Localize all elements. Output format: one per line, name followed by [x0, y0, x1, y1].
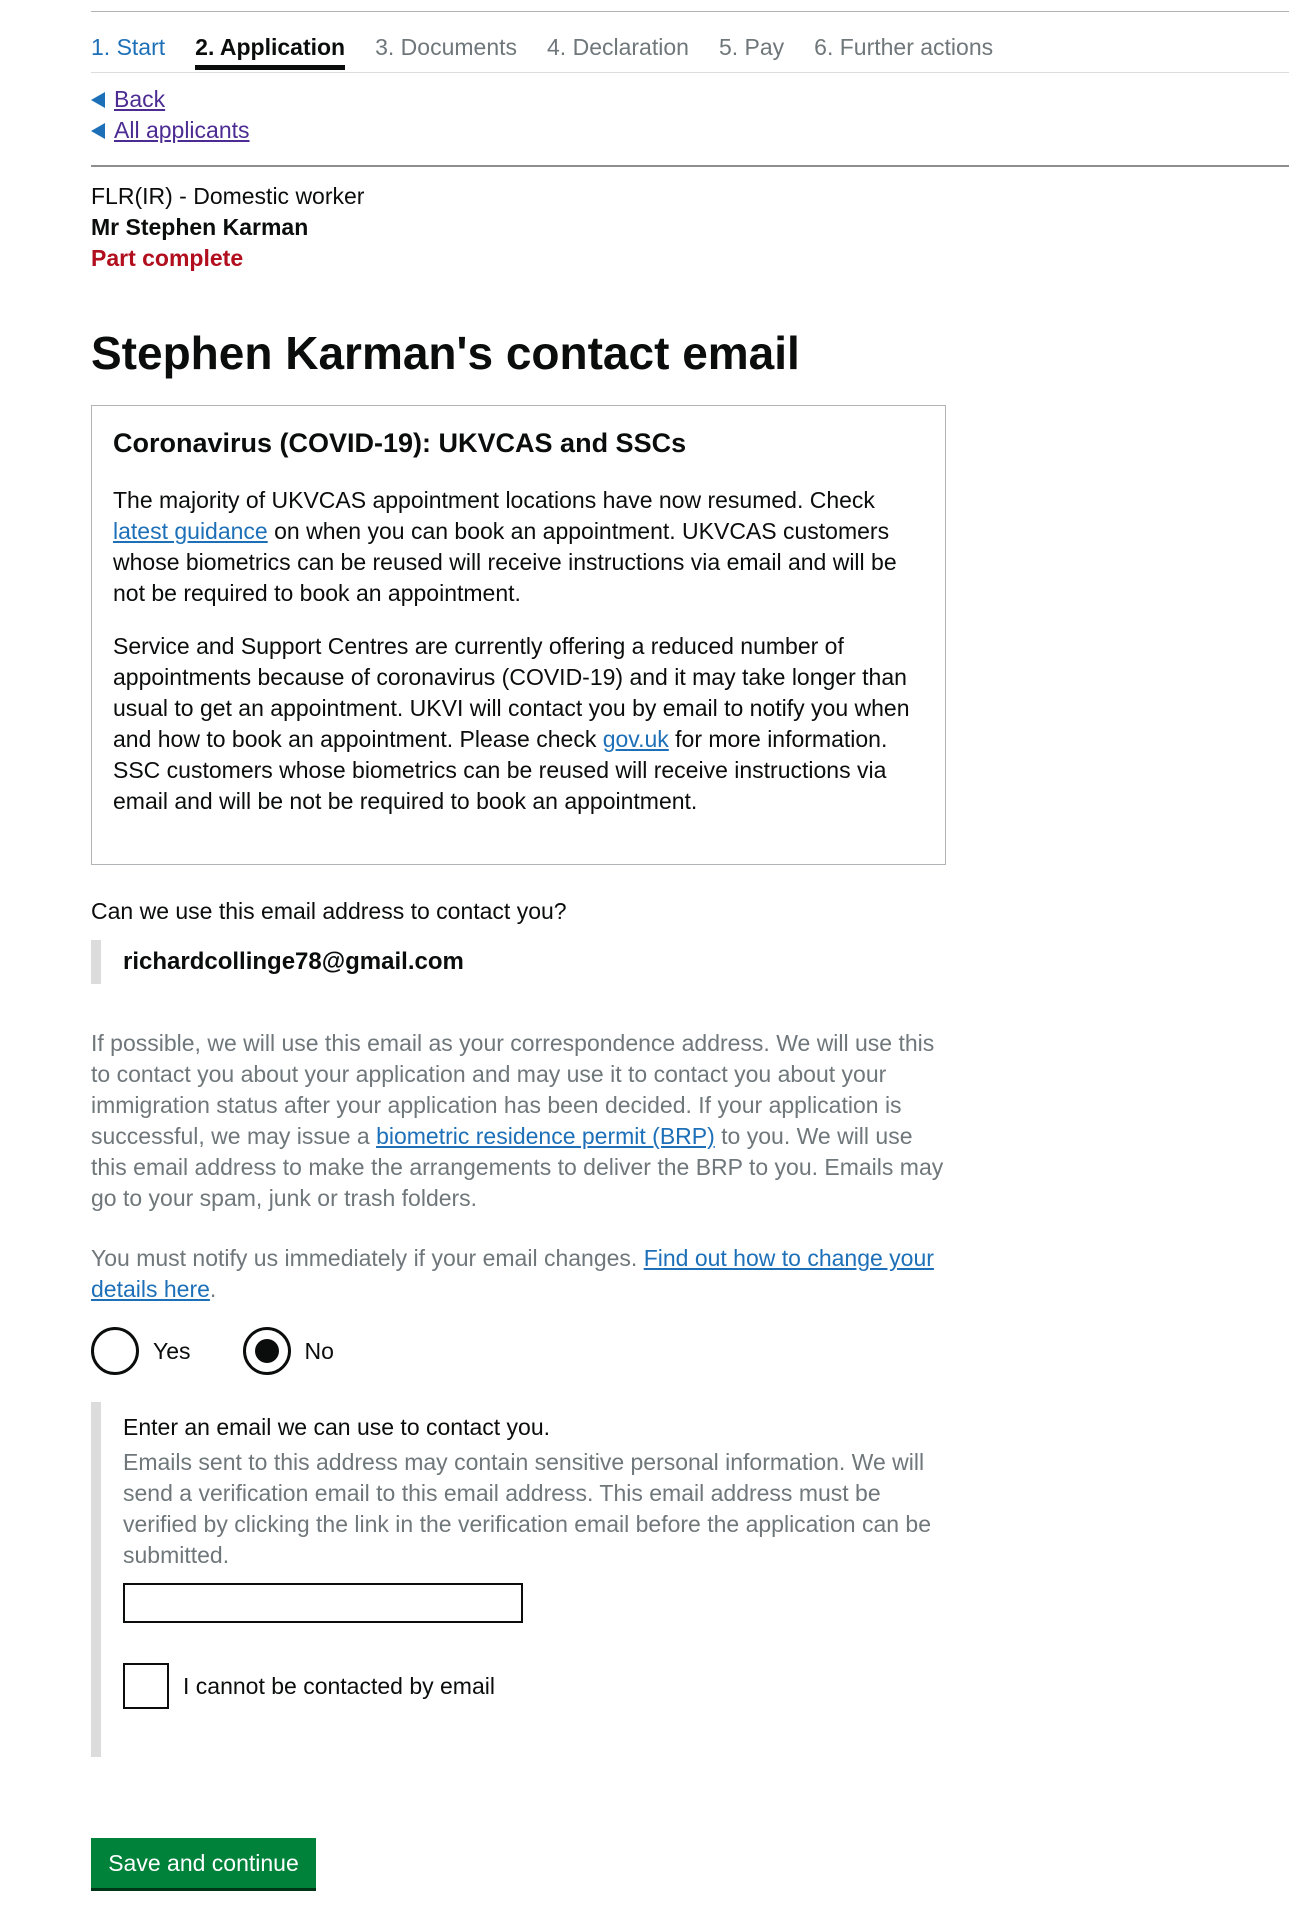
meta-divider [91, 165, 1289, 167]
no-email-checkbox[interactable] [123, 1663, 169, 1709]
step-application: 2. Application [195, 34, 345, 69]
radio-no-circle[interactable] [243, 1327, 291, 1375]
all-applicants-link-text[interactable]: All applicants [114, 117, 250, 143]
back-link[interactable] [91, 84, 250, 115]
no-email-checkbox-label[interactable]: I cannot be contacted by email [183, 1672, 495, 1699]
covid-notice-paragraph-1: The majority of UKVCAS appointment locations have now resumed. Check latest guidance on when you can book an appointment. UKVCAS customers whose biometrics can be reused will receive instructions via email and will be not be required to book an appointment. [113, 487, 897, 607]
status-badge: Part complete [91, 245, 244, 271]
change-details-link[interactable]: Find out how to change your details here [91, 1245, 934, 1302]
step-pay: 5. Pay [718, 34, 785, 60]
back-links [91, 84, 250, 146]
alternative-email-hint: Emails sent to this address may contain sensitive personal information. We will send a verification email to this email address. This email address must be verified by clicking the link in the verification email before the application can be submitted. [123, 1449, 931, 1568]
step-navigation [91, 34, 993, 69]
use-email-radio-group [91, 1327, 386, 1375]
alternative-email-label: Enter an email we can use to contact you. [123, 1414, 551, 1440]
alternative-email-input[interactable] [123, 1583, 523, 1623]
no-email-checkbox-row[interactable] [123, 1663, 951, 1709]
top-divider [91, 11, 1289, 12]
alternative-email-panel [91, 1402, 951, 1757]
applicant-summary [91, 181, 364, 274]
step-further-actions: 6. Further actions [814, 34, 994, 60]
email-question: Can we use this email address to contact you? [91, 898, 567, 924]
email-on-file: richardcollinge78@gmail.com [91, 940, 464, 984]
applicant-name: Mr Stephen Karman [91, 214, 309, 240]
page-title: Stephen Karman's contact email [91, 327, 800, 379]
back-arrow-icon [91, 123, 105, 139]
steps-divider [91, 72, 1289, 73]
back-link-text[interactable]: Back [114, 86, 166, 112]
application-route: FLR(IR) - Domestic worker [91, 183, 365, 209]
correspondence-info: If possible, we will use this email as your correspondence address. We will use this to contact you about your application and may use it to contact you about your immigration status after your application has been decided. If your application is successful, we may issue a biometric residence permit (BRP) to you. We will use this email address to make the arrangements to deliver the BRP to you. Emails may go to your spam, junk or trash folders. [91, 1030, 944, 1211]
radio-no[interactable] [243, 1327, 334, 1375]
radio-no-label[interactable]: No [304, 1337, 334, 1364]
notify-info: You must notify us immediately if your email changes. Find out how to change your details here. [91, 1245, 934, 1302]
covid-notice-box [91, 405, 946, 865]
radio-yes[interactable] [91, 1327, 191, 1375]
brp-link[interactable]: biometric residence permit (BRP) [376, 1123, 715, 1149]
covid-notice-heading: Coronavirus (COVID-19): UKVCAS and SSCs [113, 428, 687, 458]
all-applicants-link[interactable] [91, 115, 250, 146]
back-arrow-icon [91, 92, 105, 108]
step-documents: 3. Documents [375, 34, 518, 60]
save-and-continue-button[interactable]: Save and continue [91, 1838, 316, 1888]
step-start[interactable]: 1. Start [91, 34, 166, 60]
latest-guidance-link[interactable]: latest guidance [113, 518, 268, 545]
radio-selected-dot [255, 1339, 279, 1363]
covid-notice-paragraph-2: Service and Support Centres are currently offering a reduced number of appointments because of coronavirus (COVID-19) and it may take longer than usual to get an appointment. UKVI will contact you by email to notify you when and how to book an appointment. Please check gov.uk for more information. SSC customers whose biometrics can be reused will receive instructions via email and will be not be required to book an appointment. [113, 633, 910, 815]
radio-yes-label[interactable]: Yes [153, 1337, 191, 1364]
step-declaration: 4. Declaration [547, 34, 689, 60]
gov-uk-link[interactable]: gov.uk [602, 726, 669, 753]
radio-yes-circle[interactable] [91, 1327, 139, 1375]
